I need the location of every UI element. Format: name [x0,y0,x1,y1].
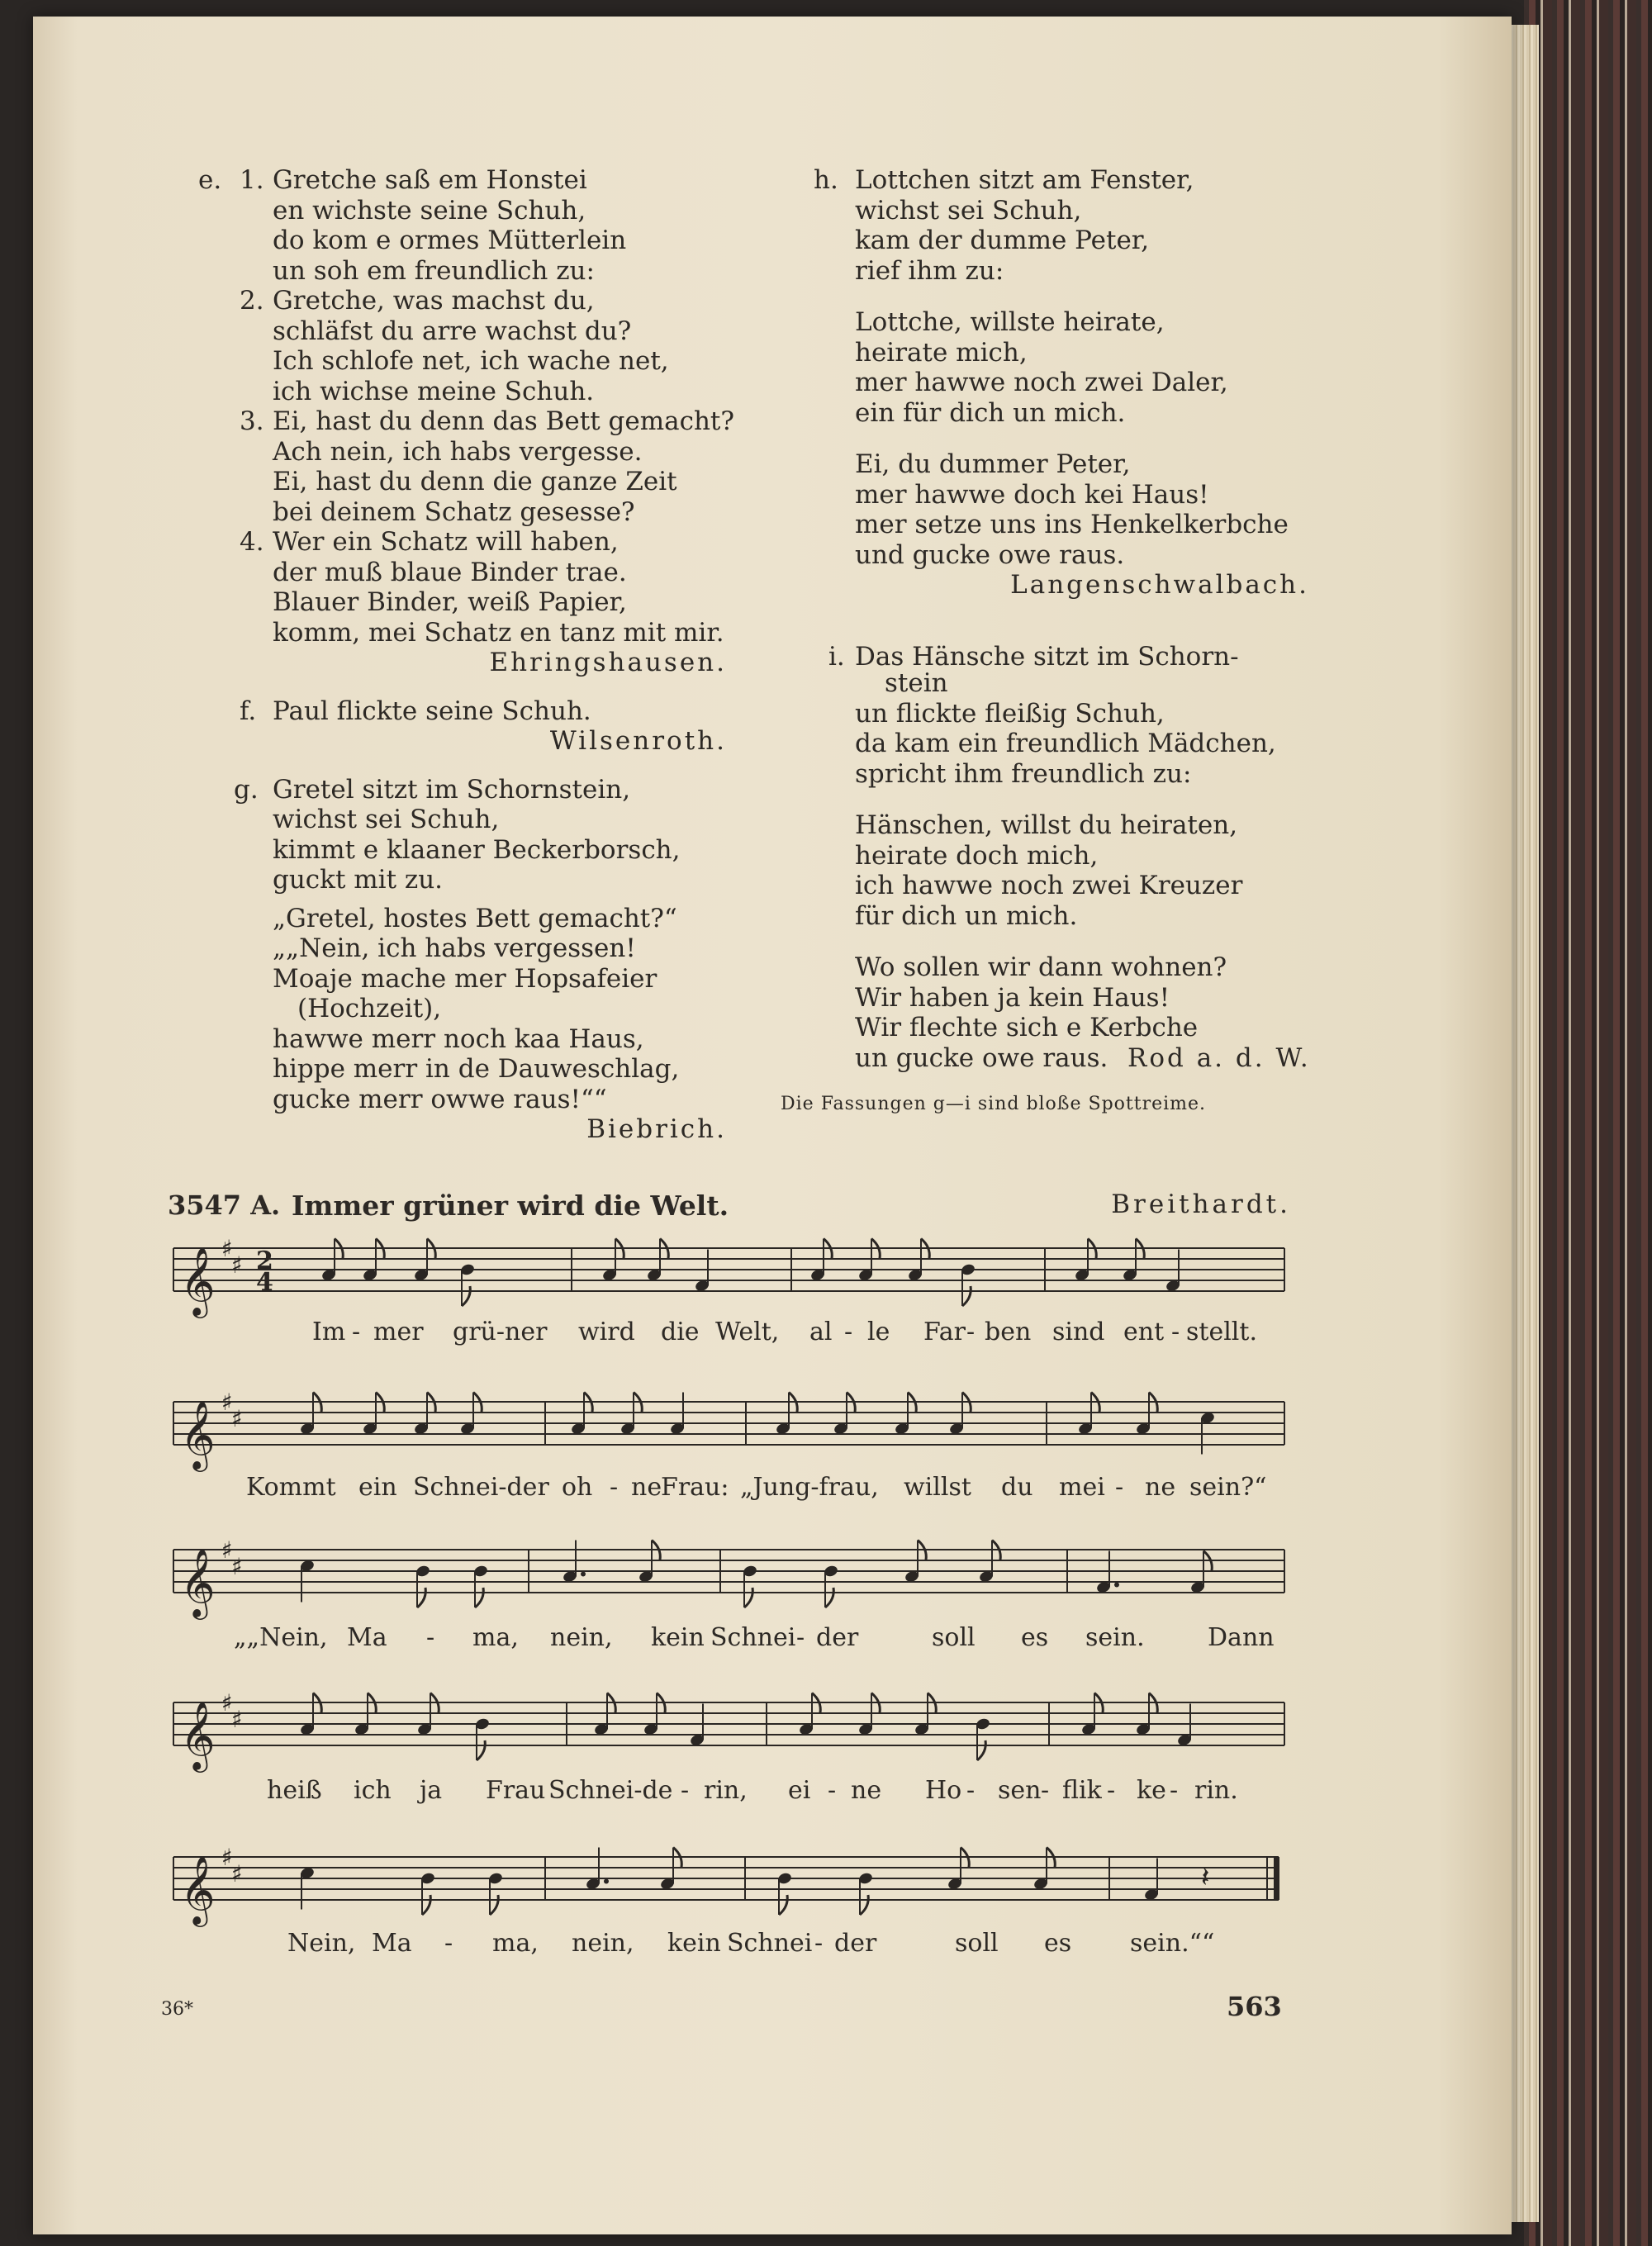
lyric-syllable: Schnei-de [548,1776,673,1805]
lyric-syllable: - [352,1318,361,1346]
verse-line: Wir flechte sich e Kerbche [855,1013,1199,1042]
lyric-syllable: - [681,1776,690,1805]
lyric-syllable: stellt. [1186,1318,1257,1346]
lyric-syllable: ein [358,1473,397,1502]
verse-line: mer hawwe noch zwei Daler, [855,368,1228,397]
lyric-syllable: - [796,1623,805,1652]
verse-line: „Gretel, hostes Bett gemacht?“ [273,903,677,933]
version-label: i. [828,641,845,672]
treble-clef-icon: 𝄞 [180,1854,216,1924]
lyric-syllable: Ho [925,1776,962,1805]
lyric-syllable: rin. [1194,1776,1238,1805]
lyric-syllable: ei [788,1776,811,1805]
verse-line: Gretche, was machst du, [273,286,595,316]
lyric-syllable: kein [667,1929,721,1958]
verse-line: Ei, du dummer Peter, [855,449,1131,479]
lyric-syllable: nein, [550,1623,613,1652]
verse-line: hippe merr in de Dauweschlag, [273,1054,680,1084]
verse-line: un soh em freundlich zu: [273,255,595,286]
treble-clef-icon: 𝄞 [180,1547,216,1617]
verse-line: guckt mit zu. [273,865,444,895]
verse-line: Wer ein Schatz will haben, [273,527,619,557]
sharp-icon: ♯ [231,1860,243,1887]
lyric-syllable: - [1041,1776,1050,1805]
lyric-syllable: grü-ner [453,1318,548,1346]
note-flag [977,1740,985,1760]
lyric-syllable: Schnei [727,1929,813,1958]
note-flag [422,1895,430,1915]
song-number: 3547 A. [168,1189,281,1221]
version-label: g. [234,774,259,805]
verse-line: (Hochzeit), [297,994,442,1023]
place-name: Wilsenroth. [549,726,727,756]
time-signature-denominator: 4 [256,1268,273,1297]
verse-line: Wo sollen wir dann wohnen? [855,952,1227,982]
verse-line: Das Hänsche sitzt im Schorn- [855,641,1239,672]
lyric-syllable: mer [373,1318,424,1346]
signature-mark: 36* [161,1999,193,2020]
lyric-line-4 [0,1776,1652,1809]
page-number: 563 [1227,1991,1282,2022]
place-name: Rod a. d. W. [1127,1042,1311,1073]
lyric-syllable: - [1107,1776,1116,1805]
lyric-syllable: al [809,1318,833,1346]
verse-line: ein für dich un mich. [855,397,1126,428]
verse-line: un flickte fleißig Schuh, [855,698,1165,729]
lyric-syllable: der [834,1929,877,1958]
sharp-icon: ♯ [221,1689,233,1717]
lyric-syllable: es [1044,1929,1072,1958]
lyric-syllable: soll [955,1929,999,1958]
note-dot [1114,1583,1119,1588]
verse-line: „„Nein, ich habs vergessen! [273,933,636,963]
sharp-icon: ♯ [231,1405,243,1432]
verse-line: Blauer Binder, weiß Papier, [273,587,627,617]
sharp-icon: ♯ [221,1389,233,1416]
lyric-syllable: ne [851,1776,882,1805]
verse-line: ich hawwe noch zwei Kreuzer [855,871,1243,900]
verse-line: spricht ihm freundlich zu: [855,758,1192,789]
lyric-syllable: - [966,1318,976,1346]
lyric-syllable: der [816,1623,859,1652]
treble-clef-icon: 𝄞 [180,1399,216,1469]
note-dot [581,1572,586,1577]
lyric-syllable: ja [420,1776,443,1805]
stanza-number: 4. [240,527,264,557]
verse-line: heirate doch mich, [855,840,1099,871]
lyric-syllable: ke [1137,1776,1166,1805]
song-title: Immer grüner wird die Welt. [292,1189,729,1222]
verse-line: Paul flickte seine Schuh. [273,696,591,726]
verse-line: do kom e ormes Mütterlein [273,226,627,255]
verse-line: Ach nein, ich habs vergesse. [273,436,643,467]
lyric-line-2 [0,1473,1652,1506]
note-flag [462,1286,470,1306]
verse-line: bei deinem Schatz gesesse? [273,496,635,527]
place-name: Biebrich. [586,1114,727,1144]
note-flag [962,1286,971,1306]
verse-line: und gucke owe raus. [855,539,1125,570]
verse-text: un gucke owe raus. [855,1042,1108,1073]
lyric-syllable: ich [354,1776,392,1805]
lyric-syllable: sein.““ [1130,1929,1215,1958]
verse-line: en wichste seine Schuh, [273,195,586,226]
sharp-icon: ♯ [231,1251,243,1279]
lyric-syllable: wird [578,1318,635,1346]
lyric-syllable: mei [1059,1473,1105,1502]
lyric-syllable: sein?“ [1189,1473,1267,1502]
lyric-syllable: willst [904,1473,971,1502]
sharp-icon: ♯ [221,1235,233,1262]
lyric-syllable: ent [1123,1318,1165,1346]
verse-line: hawwe merr noch kaa Haus, [273,1023,644,1054]
lyric-line-3 [0,1623,1652,1656]
lyric-syllable: Schnei-der [413,1473,549,1502]
sharp-icon: ♯ [221,1844,233,1871]
lyric-syllable: Far [923,1318,966,1346]
verse-line: mer hawwe doch kei Haus! [855,479,1209,510]
lyric-syllable: ben [985,1318,1032,1346]
verse-line: Ei, hast du denn das Bett gemacht? [273,406,735,436]
verse-line: da kam ein freundlich Mädchen, [855,729,1276,758]
lyric-syllable: oh [562,1473,593,1502]
verse-line: Wir haben ja kein Haus! [855,982,1170,1013]
lyric-syllable: Dann [1208,1623,1275,1652]
lyric-syllable: Nein, [287,1929,356,1958]
place-name: Ehringshausen. [489,648,727,677]
verse-line: Moaje mache mer Hopsafeier [273,963,657,994]
lyric-syllable: es [1021,1623,1049,1652]
stanza-number: 1. [240,165,264,195]
lyric-syllable: - [426,1623,435,1652]
note-flag [825,1588,833,1607]
lyric-syllable: Frau [486,1776,546,1805]
verse-line: der muß blaue Binder trae. [273,557,627,587]
verse-line: komm, mei Schatz en tanz mit mir. [273,617,724,648]
verse-line: wichst sei Schuh, [855,195,1082,226]
lyric-syllable: - [844,1318,853,1346]
lyric-syllable: Im [312,1318,346,1346]
lyric-syllable: sein. [1085,1623,1145,1652]
lyric-syllable: rin, [704,1776,748,1805]
lyric-syllable: du [1001,1473,1033,1502]
lyric-syllable: le [867,1318,890,1346]
note-flag [490,1895,498,1915]
lyric-syllable: flik [1062,1776,1102,1805]
lyric-syllable: ma, [492,1929,539,1958]
lyric-syllable: ne [631,1473,662,1502]
verse-line: mer setze uns ins Henkelkerbche [855,510,1289,539]
lyric-syllable: soll [932,1623,976,1652]
verse-line: Ei, hast du denn die ganze Zeit [273,467,677,496]
lyric-syllable: Ma [372,1929,412,1958]
verse-line: stein [885,668,948,698]
note-flag [477,1740,485,1760]
stanza-number: 3. [240,406,264,436]
lyric-syllable: Welt, [715,1318,780,1346]
editorial-note: Die Fassungen g—i sind bloße Spottreime. [781,1094,1207,1114]
verse-line: rief ihm zu: [855,255,1004,286]
song-composer: Breithardt. [1111,1189,1291,1219]
lyric-syllable: - [1170,1776,1179,1805]
stanza-number: 2. [240,286,264,316]
lyric-syllable: - [814,1929,824,1958]
lyric-line-1 [0,1318,1652,1351]
note-flag [475,1588,483,1607]
verse-line: Ich schlofe net, ich wache net, [273,346,669,376]
place-name: Langenschwalbach. [1010,570,1309,600]
lyric-syllable: Frau: [661,1473,729,1502]
verse-line: Lottche, willste heirate, [855,307,1165,337]
verse-line: Gretel sitzt im Schornstein, [273,774,631,805]
lyric-syllable: - [1115,1473,1124,1502]
lyric-syllable: - [444,1929,453,1958]
lyric-syllable: sen [998,1776,1042,1805]
verse-line: Hänschen, willst du heiraten, [855,810,1238,840]
lyric-syllable: sind [1052,1318,1105,1346]
note-flag [744,1588,752,1607]
lyric-syllable: Ma [347,1623,387,1652]
verse-line: schläfst du arre wachst du? [273,316,632,346]
lyric-line-5 [0,1929,1652,1962]
verse-line: heirate mich, [855,337,1028,368]
note-dot [604,1879,609,1884]
lyric-syllable: nein, [572,1929,634,1958]
verse-line: wichst sei Schuh, [273,805,500,834]
lyric-syllable: - [610,1473,619,1502]
verse-line: Lottchen sitzt am Fenster, [855,165,1194,195]
note-flag [779,1895,787,1915]
quarter-rest-icon: 𝄽 [1201,1861,1210,1894]
version-label: f. [240,696,257,726]
lyric-syllable: heiß [267,1776,322,1805]
lyric-syllable: Schnei [710,1623,796,1652]
time-signature-numerator: 2 [256,1246,273,1275]
lyric-syllable: - [1171,1318,1180,1346]
lyric-syllable: Kommt [246,1473,336,1502]
treble-clef-icon: 𝄞 [180,1246,216,1315]
note-flag [860,1895,868,1915]
lyric-syllable: kein [651,1623,705,1652]
sharp-icon: ♯ [231,1706,243,1733]
lyric-syllable: ne [1145,1473,1176,1502]
lyric-syllable: - [828,1776,837,1805]
verse-line: für dich un mich. [855,900,1078,931]
lyric-syllable: „„Nein, [234,1623,328,1652]
verse-line: gucke merr owwe raus!““ [273,1084,607,1114]
lyric-syllable: - [966,1776,976,1805]
note-flag [417,1588,425,1607]
verse-line: kimmt e klaaner Beckerborsch, [273,834,681,865]
lyric-syllable: „Jung-frau, [740,1473,879,1502]
sharp-icon: ♯ [231,1553,243,1580]
final-barline-thick [1274,1857,1279,1900]
treble-clef-icon: 𝄞 [180,1700,216,1769]
verse-line: kam der dumme Peter, [855,226,1150,255]
verse-line: ich wichse meine Schuh. [273,376,595,406]
lyric-syllable: ma, [472,1623,519,1652]
lyric-syllable: die [661,1318,700,1346]
version-label: h. [814,165,838,195]
sharp-icon: ♯ [221,1536,233,1564]
verse-line: Gretche saß em Honstei [273,165,587,195]
version-label: e. [198,165,222,195]
